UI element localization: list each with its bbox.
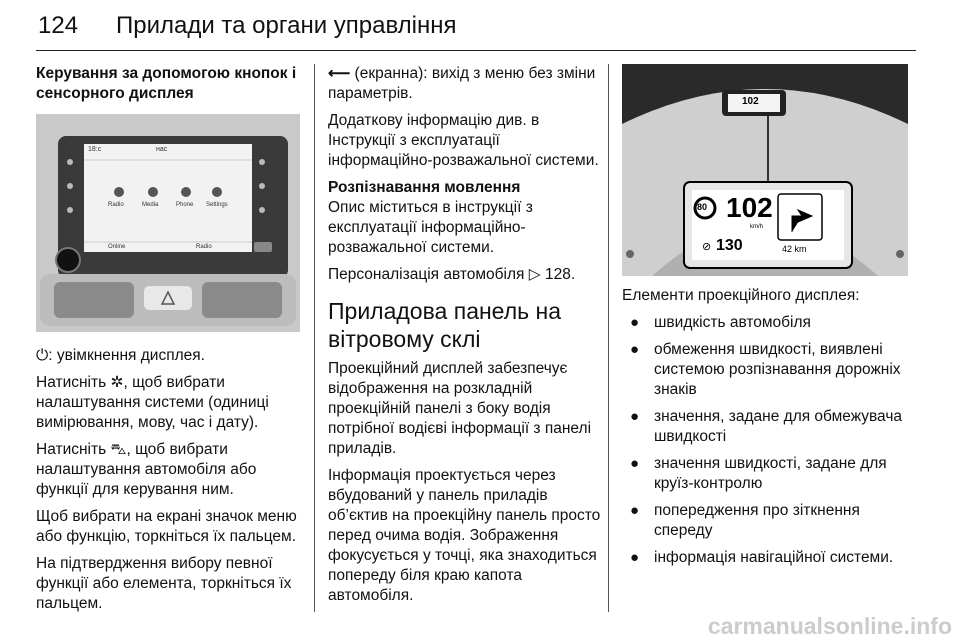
hud-mini-speed: 102 <box>742 96 759 107</box>
power-icon: ⏻ <box>36 347 49 364</box>
column-1 <box>36 64 300 621</box>
hud-description-1: Проекційний дисплей забезпечує відображення на розкладній проекційній панелі з боку водія потрібної водієві інформації з панелі приладів. <box>328 360 592 457</box>
speech-heading: Розпізнавання мовлення <box>328 179 521 196</box>
list-item: ● попередження про зіткнення спереду <box>630 502 860 539</box>
list-item: ● інформація навігаційної системи. <box>630 549 894 566</box>
column-3 <box>622 64 922 575</box>
column-divider-1 <box>314 64 315 612</box>
select-paragraph: Щоб вибрати на екрані значок меню або функцію, торкніться їх пальцем. <box>36 508 297 545</box>
page-header <box>36 6 916 51</box>
settings-icon: ✲ <box>110 374 124 391</box>
hud-illustration <box>622 64 908 276</box>
hud-cruise-icon: ⊘ <box>702 241 712 253</box>
column-2 <box>328 64 608 613</box>
screen-app-radio: Radio <box>108 202 124 208</box>
hud-elements-list <box>622 313 922 568</box>
more-info-paragraph: Додаткову інформацію див. в Інструкції з експлуатації інформаційно-розважальної системи. <box>328 112 599 169</box>
screen-bottom-left: Online <box>108 244 126 250</box>
hud-cruise-speed: 130 <box>716 237 743 254</box>
hud-elements-intro: Елементи проекційного дисплея: <box>622 287 860 304</box>
car-icon: ⛍ <box>110 441 127 458</box>
watermark: carmanualsonline.info <box>707 613 952 639</box>
screen-app-media: Media <box>142 202 159 208</box>
hud-speed: 102 <box>726 192 773 223</box>
hud-speed-limit: 80 <box>697 202 708 212</box>
screen-status-mid: нас <box>156 146 168 153</box>
section-heading-controls: Керування за допомогою кнопок і сенсорного дисплея <box>36 65 297 102</box>
screen-app-settings: Settings <box>206 202 228 208</box>
screen-bottom-right: Radio <box>196 244 212 250</box>
list-item: ● значення, задане для обмежувача швидкості <box>630 408 903 445</box>
page-ref-icon: ▷ <box>528 266 541 283</box>
touchscreen-illustration <box>36 114 300 332</box>
confirm-paragraph: На підтвердження вибору певної функції або елемента, торкніться їх пальцем. <box>36 555 292 612</box>
bullet: ● <box>630 502 640 519</box>
personalization-paragraph: Персоналізація автомобіля ▷ 128. <box>328 266 576 283</box>
list-item: ● швидкість автомобіля <box>630 314 811 331</box>
bullet: ● <box>630 314 640 331</box>
bullet: ● <box>630 549 640 566</box>
power-paragraph: ⏻: увімкнення дисплея. <box>36 347 205 364</box>
column-divider-2 <box>608 64 609 612</box>
bullet: ● <box>630 455 640 472</box>
page-title: Прилади та органи управління <box>116 12 457 39</box>
list-item: ● обмеження швидкості, виявлені системою розпізнавання дорожніх знаків <box>630 341 901 398</box>
settings-paragraph: Натисніть ✲, щоб вибрати налаштування системи (одиниці вимірювання, мову, час і дату). <box>36 374 269 431</box>
page-number: 124 <box>38 12 79 39</box>
hud-distance: 42 km <box>782 244 807 254</box>
hud-speed-unit: km/h <box>750 224 764 230</box>
speech-paragraph: Опис міститься в інструкції з експлуатації інформаційно-розважальної системи. <box>328 199 533 256</box>
car-settings-paragraph: Натисніть ⛍, щоб вибрати налаштування автомобіля або функції для керування ним. <box>36 441 257 498</box>
hud-heading: Приладова панель на вітровому склі <box>328 298 561 352</box>
list-item: ● значення швидкості, задане для круїз-контролю <box>630 455 887 492</box>
hud-description-2: Інформація проектується через вбудований у панель приладів об’єктив на проекційну панель просто перед очима водія. Зображення фокусується у точці, яка знаходиться попереду біля краю капота автомобіля. <box>328 467 601 604</box>
screen-status-time: 18:с <box>88 146 102 153</box>
back-paragraph: ⟵ (екранна): вихід з меню без зміни параметрів. <box>328 65 596 102</box>
bullet: ● <box>630 341 640 358</box>
screen-app-phone: Phone <box>176 202 194 208</box>
back-arrow-icon: ⟵ <box>328 65 351 82</box>
bullet: ● <box>630 408 640 425</box>
